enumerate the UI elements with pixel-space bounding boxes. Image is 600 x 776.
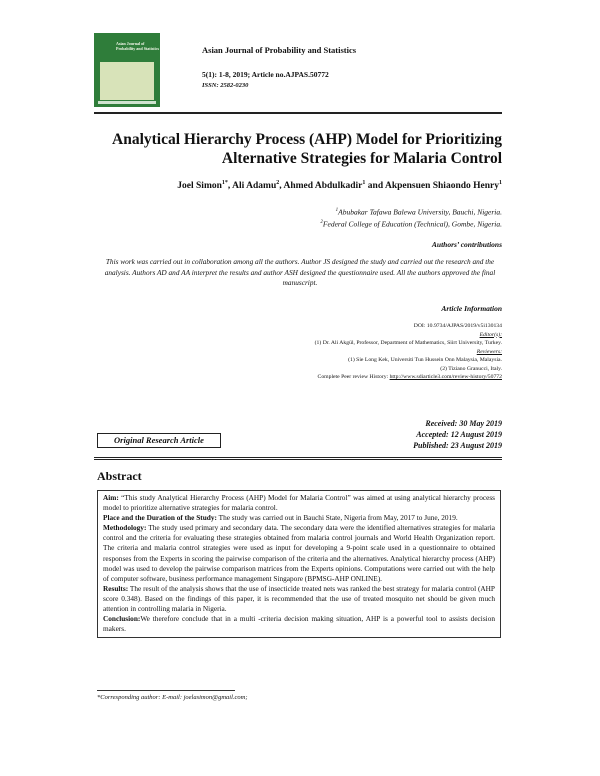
peer-review-link[interactable]: http://www.sdiarticle3.com/review-history/50772 (389, 374, 502, 380)
published-date: Published: 23 August 2019 (413, 441, 502, 450)
reviewer-item: (2) Tiziano Granucci, Italy. (440, 365, 502, 372)
author-list (94, 180, 502, 191)
journal-name: Asian Journal of Probability and Statistics (202, 45, 357, 55)
title-line-2: Alternative Strategies for Malaria Control (221, 150, 502, 167)
contributions-text: This work was carried out in collaboration among all the authors. Author JS designed the study and carried out the research and the analysis. Authors AD and AA interpret the results and author ASH designed the questionnaire used. All the authors approved the final manuscript. (104, 257, 496, 287)
editors-label: Editor(s): (479, 331, 502, 338)
abstract-paragraph (103, 523, 495, 584)
abstract-paragraph (103, 493, 495, 513)
article-info-heading: Article Information (441, 304, 502, 313)
journal-cover-image (94, 33, 160, 107)
article-type-badge: Original Research Article (97, 433, 221, 448)
abstract-paragraph (103, 584, 495, 614)
section-rule (94, 457, 502, 460)
author-name: Ahmed Abdulkadir (283, 181, 363, 192)
author-name: Ali Adamu (232, 181, 277, 192)
abstract-label: Results: (103, 583, 129, 593)
cover-footer (98, 101, 156, 104)
abstract-text: The study used primary and secondary data. The secondary data were the identified alternatives strategies for malaria control and the criteria for evaluating these strategies obtained from malaria control journals and World Health Organization report. The criteria and malaria control strategies were used as input for developing a 9-point scale used in a questionnaire to obtained responses from the Experts in scoring the pairwise comparison of the criteria and the alternatives. Analytical hierarchy process (AHP) model was used to develop the pairwise comparison matrices from the Experts opinions. Computations were carried out with the help of computer software, business performance management Singapore (BPMSG-AHP ONLINE). (103, 523, 495, 583)
abstract-text: “This study Analytical Hierarchy Process (AHP) Model for Malaria Control” was aimed at using analytical hierarchy process model to prioritize alternative strategies for malaria control. (103, 493, 495, 513)
abstract-label: Conclusion: (103, 614, 141, 624)
author-sep: and (365, 181, 385, 192)
affiliation-1 (200, 206, 502, 218)
affiliation-2 (200, 218, 502, 230)
reviewers-label: Reviewers: (476, 348, 502, 355)
author-name: Akpensuen Shiaondo Henry (384, 181, 499, 192)
abstract-paragraph (103, 513, 495, 523)
affiliation-text: Federal College of Education (Technical), Gombe, Nigeria. (322, 219, 502, 228)
accepted-date: Accepted: 12 August 2019 (416, 430, 502, 439)
abstract-label: Place and the Duration of the Study: (103, 513, 217, 523)
abstract-label: Aim: (103, 493, 119, 502)
title-line-1: Analytical Hierarchy Process (AHP) Model for Prioritizing (112, 131, 502, 148)
author-sup: 2 (276, 180, 280, 186)
author-sep: , (279, 181, 284, 192)
doi: DOI: 10.9734/AJPAS/2019/v5i130134 (413, 323, 502, 329)
cover-title: Asian Journal of Probability and Statistics (116, 41, 160, 51)
author-sup: 1* (221, 180, 228, 186)
abstract-heading: Abstract (97, 469, 142, 483)
received-date: Received: 30 May 2019 (425, 419, 502, 428)
article-info (200, 322, 502, 382)
abstract-text: The result of the analysis shows that the use of insecticide treated nets was ranked the best strategy for malaria control (AHP score 0.348). Based on the findings of this paper, it is recommended that the use of treated mosquito net should be given much attention in controlling malaria in Nigeria. (103, 583, 495, 614)
header-rule (94, 112, 502, 114)
abstract-paragraph (103, 614, 495, 634)
cover-art (100, 62, 154, 100)
publication-dates (330, 418, 502, 451)
affiliation-sup: 1 (335, 208, 339, 213)
author-sup: 1 (362, 180, 366, 186)
author-sep: , (227, 181, 233, 192)
corresponding-author-footnote: *Corresponding author: E-mail: joelasimon@gmail.com; (97, 694, 248, 701)
affiliation-sup: 2 (320, 219, 323, 225)
contributions-heading: Authors’ contributions (431, 240, 502, 249)
editor-item: (1) Dr. Ali Akgül, Professor, Department of Mathematics, Siirt University, Turkey. (314, 340, 502, 346)
reviewer-item: (1) Sie Long Kek, Universiti Tun Hussein Onn Malaysia, Malaysia. (348, 357, 502, 363)
peer-review-label: Complete Peer review History: (317, 374, 390, 380)
author-sup: 1 (499, 180, 502, 186)
abstract-text: The study was carried out in Bauchi State, Nigeria from May, 2017 to June, 2019. (216, 513, 458, 523)
peer-review-history (200, 373, 502, 382)
abstract-label: Methodology: (103, 523, 147, 533)
journal-citation: 5(1): 1-8, 2019; Article no.AJPAS.50772 (202, 70, 329, 79)
abstract-text: We therefore conclude that in a multi -criteria decision making situation, AHP is a powerful tool to assists decision makers. (103, 614, 495, 634)
affiliations (200, 206, 502, 229)
author-name: Joel Simon (177, 181, 222, 192)
journal-issn: ISSN: 2582-0230 (202, 82, 249, 89)
footnote-rule (97, 690, 235, 691)
paper-title (94, 130, 502, 168)
affiliation-text: Abubakar Tafawa Balewa University, Bauchi, Nigeria. (338, 207, 502, 217)
abstract-box (97, 490, 501, 638)
